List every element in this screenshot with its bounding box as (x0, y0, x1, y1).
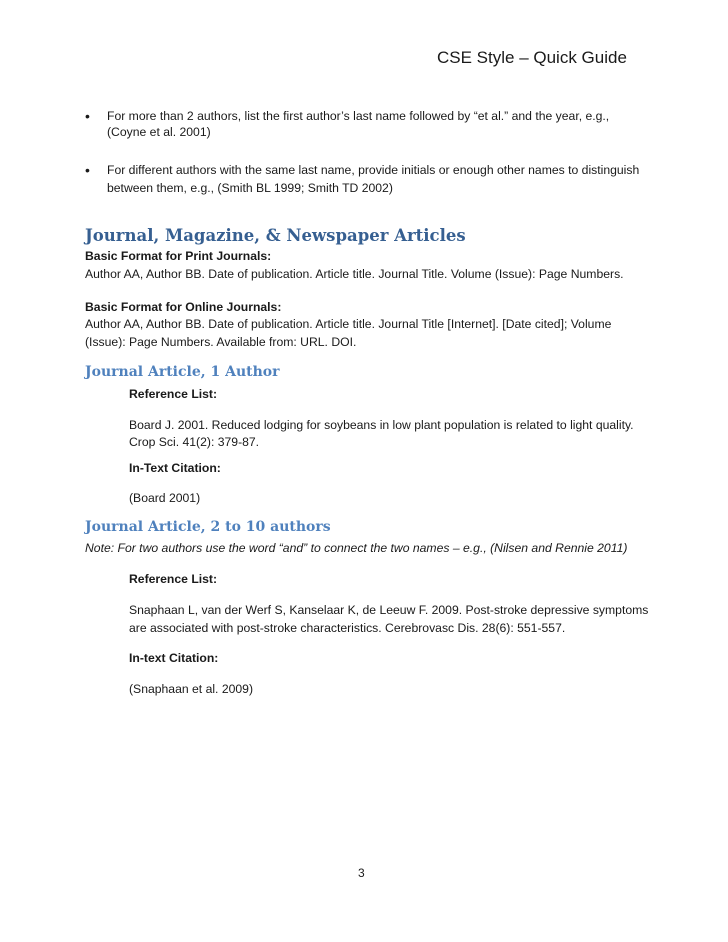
reference-list-label: Reference List: (129, 572, 218, 586)
reference-example-line-1: Board J. 2001. Reduced lodging for soybeans in low plant population is related to light quality. (129, 418, 634, 432)
section-heading-multi-author: Journal Article, 2 to 10 authors (85, 519, 331, 535)
online-format-text-line-2: (Issue): Page Numbers. Available from: URL. DOI. (85, 335, 357, 349)
online-format-label: Basic Format for Online Journals: (85, 300, 282, 314)
print-format-label: Basic Format for Print Journals: (85, 249, 272, 263)
online-format-text-line-1: Author AA, Author BB. Date of publication. Article title. Journal Title [Internet]. [Date cited]; Volume (85, 317, 612, 331)
page-number: 3 (358, 866, 365, 880)
bullet-1-line-1: For more than 2 authors, list the first author’s last name followed by “et al.” and the year, e.g., (107, 109, 610, 123)
print-format-text: Author AA, Author BB. Date of publication. Article title. Journal Title. Volume (Issue): Page Numbers. (85, 267, 624, 281)
bullet-2-line-1: For different authors with the same last name, provide initials or enough other names to distinguish (107, 163, 640, 177)
reference-example-line-1: Snaphaan L, van der Werf S, Kanselaar K, de Leeuw F. 2009. Post-stroke depressive symptoms (129, 603, 649, 617)
section-heading-one-author: Journal Article, 1 Author (85, 364, 280, 380)
reference-list-label: Reference List: (129, 387, 218, 401)
bullet-1-line-2: (Coyne et al. 2001) (107, 125, 211, 139)
section-heading-journal-articles: Journal, Magazine, & Newspaper Articles (85, 226, 466, 245)
reference-example-line-2: Crop Sci. 41(2): 379-87. (129, 435, 260, 449)
bullet-icon: • (85, 162, 90, 178)
in-text-citation-label: In-Text Citation: (129, 461, 221, 475)
reference-example-line-2: are associated with post-stroke characteristics. Cerebrovasc Dis. 28(6): 551-557. (129, 621, 566, 635)
two-author-note: Note: For two authors use the word “and” to connect the two names – e.g., (Nilsen and Rennie 2011) (85, 541, 628, 555)
bullet-2-line-2: between them, e.g., (Smith BL 1999; Smith TD 2002) (107, 181, 393, 195)
in-text-citation-example: (Board 2001) (129, 491, 201, 505)
in-text-citation-label: In-text Citation: (129, 651, 219, 665)
bullet-icon: • (85, 108, 90, 124)
header-title: CSE Style – Quick Guide (437, 48, 627, 67)
in-text-citation-example: (Snaphaan et al. 2009) (129, 682, 253, 696)
